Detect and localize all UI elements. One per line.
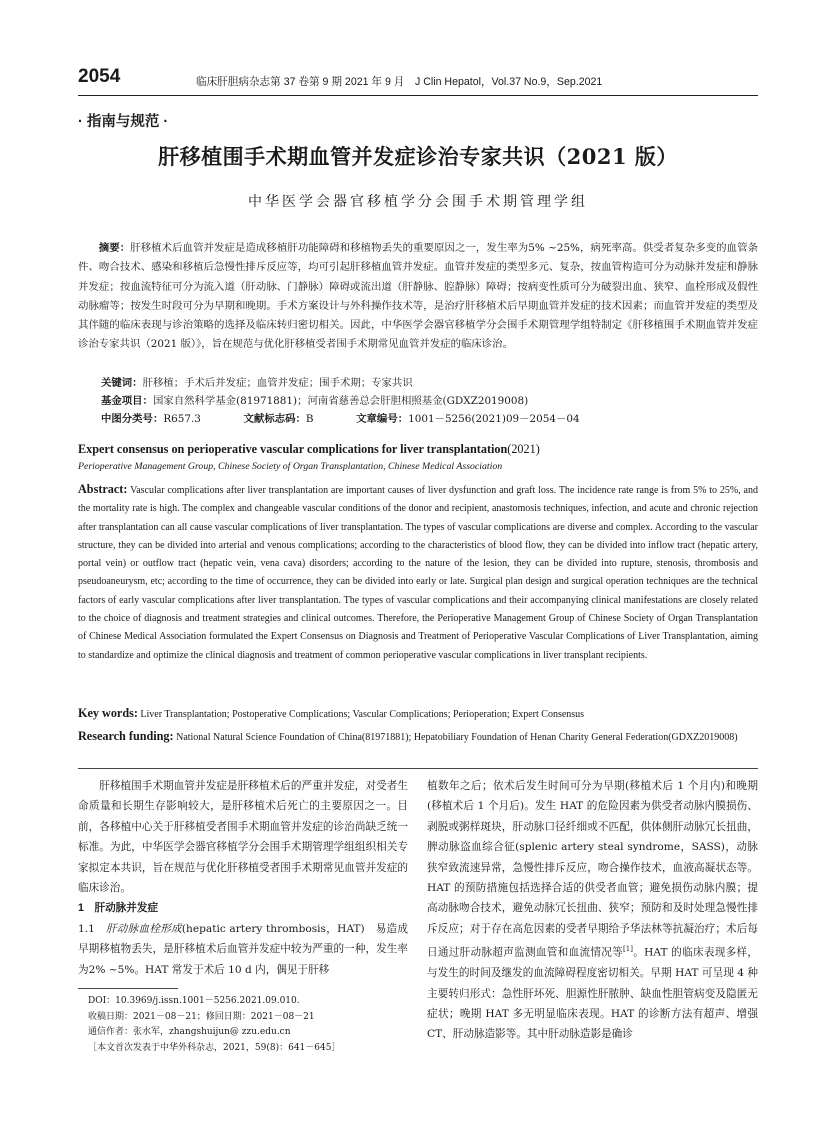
en-keywords-text: Liver Transplantation; Postoperative Complications; Vascular Complications; Perioperation; Expert Consensus [140, 709, 585, 720]
en-funding [78, 727, 758, 747]
page-header [78, 66, 758, 96]
heading-1: 1 肝动脉并发症 [78, 902, 159, 915]
keywords-cn [101, 374, 413, 389]
source-note: ［本文首次发表于中华外科杂志，2021，59(8)：641－645］ [88, 1042, 341, 1053]
funding-cn [101, 392, 528, 407]
section-tag: · 指南与规范 · [78, 114, 169, 130]
section-divider [78, 768, 758, 769]
footnote-rule [78, 988, 178, 989]
en-title [78, 442, 540, 457]
journal-info: 临床肝胆病杂志第 37 卷第 9 期 2021 年 9 月 J Clin Hepatol，Vol.37 No.9，Sep.2021 [196, 76, 603, 88]
right-paragraph [427, 776, 758, 1045]
body-column-left [78, 776, 408, 980]
heading-1-1-title: 肝动脉血栓形成 [105, 922, 182, 935]
abstract-cn-label: 摘要： [98, 243, 131, 254]
heading-1-1-number: 1.1 [78, 922, 106, 935]
article-no-value: 1001－5256(2021)09－2054－04 [408, 413, 580, 425]
intro-paragraph: 肝移植围手术期血管并发症是肝移植术后的严重并发症，对受者生命质量和长期生存影响较大，是肝移植术后死亡的主要原因之一。目前，各移植中心关于肝移植受者围手术期血管并发症的诊治尚缺乏统一标准。为此，中华医学会器官移植学分会围手术期管理学组组织相关专家拟定本共识，旨在规范与优化肝移植受者围手术期常见血管并发症的临床诊治。 [78, 780, 408, 895]
doc-code-value: B [305, 413, 314, 425]
abstract-cn-text: 肝移植术后血管并发症是造成移植肝功能障碍和移植物丢失的重要原因之一，发生率为5% ~25%，病死率高。供受者复杂多变的血管条件、吻合技术、感染和移植后急慢性排斥反应等，均可引起肝移植血管并发症。血管并发症的类型多元、复杂，按血管构造可分为动脉并发症和静脉并发症；按血流特征可分为流入道（肝动脉、门静脉）障碍或流出道（肝静脉、腔静脉）障碍；按病变性质可分为破裂出血、狭窄、血栓形成及假性动脉瘤等；按发生时段可分为早期和晚期。手术方案设计与外科操作技术等，是治疗肝移植术后早期血管并发症的技术因素；而血管并发症的类型及其伴随的临床表现与诊治策略的选择及临床转归密切相关。因此，中华医学会器官移植学分会围手术期管理学组特制定《肝移植围手术期血管并发症诊治专家共识（2021 版）》，旨在规范与优化肝移植受者围手术期常见血管并发症的临床诊治。 [78, 242, 759, 351]
page-number: 2054 [78, 66, 121, 87]
right-text-2: 。HAT 的临床表现多样，与发生的时间及继发的血流障碍程度密切相关。早期 HAT 可呈现 4 种主要转归形式：急性肝坏死、胆源性肝脓肿、缺血性胆管病变及隐匿无症状；晚期 HAT 多无明显临床表现。HAT 的诊断方法有超声、增强 CT、肝动脉造影等。其中肝动脉造影是确诊 [427, 946, 759, 1041]
en-keywords-label: Key words: [78, 706, 138, 720]
en-abstract-text: Vascular complications after liver transplantation are important causes of liver dysfunction and graft loss. The incidence rate range is from 5% to 25%, and the mortality rate is high. The complex and changeable vascular conditions of the donor and recipient, anastomosis techniques, infection, and acute and chronic rejection after transplantation can all cause vascular complications of liver transplantation. The types of vascular complications are diverse and complex. According to the vascular structure, they can be divided into arterial and venous complications; according to the characteristics of blood flow, they can be divided into inflow tract (hepatic artery, portal vein) or outflow tract (hepatic vein, vena cava) disorders; according to the nature of the lesion, they can be divided into rupture, stenosis, thrombosis and pseudoaneurysm, etc; according to the time of occurrence, they can be divided into early or late. Surgical plan design and surgical operation techniques are the technical factors of early vascular complications after liver transplantation. The types of vascular complications and their accompanying clinical manifestations are closely related to the choice of diagnosis and treatment strategies and clinical outcomes. Therefore, the Perioperative Management Group of Chinese Society of Organ Transplantation of Chinese Medical Association formulated the Expert Consensus on Diagnosis and Treatment of Perioperative Vascular Complications of Liver Transplantation, aiming to standardize and optimize the clinical diagnosis and treatment of common perioperative vascular complications in liver transplant recipients. [78, 485, 758, 661]
doi: DOI：10.3969/j.issn.1001－5256.2021.09.010. [88, 996, 300, 1006]
keywords-cn-label: 关键词： [101, 378, 143, 389]
body-column-right [427, 776, 758, 1045]
footnotes [88, 994, 408, 1056]
funding-cn-text: 国家自然科学基金(81971881)；河南省慈善总会肝胆相照基金(GDXZ2019008) [152, 395, 529, 407]
header-rule [78, 95, 758, 96]
corresponding-author: 通信作者：张水军，zhangshuijun@ zzu.edu.cn [88, 1027, 291, 1038]
clc-value: R657.3 [163, 413, 201, 425]
classification-line [101, 410, 580, 425]
article-title: 肝移植围手术期血管并发症诊治专家共识（2021 版） [158, 144, 678, 169]
en-funding-label: Research funding: [78, 729, 174, 743]
heading-1-1-text: (hepatic artery thrombosis，HAT) 易造成早期移植物丢失，是肝移植术后血管并发症中较为严重的一种，发生率为2% ~5%。HAT 常发于术后 10 d 内，偶见于肝移 [78, 922, 408, 976]
en-funding-text: National Natural Science Foundation of China(81971881); Hepatobiliary Foundation of Henan Charity General Federation(GDXZ2019008) [176, 732, 738, 743]
article-no-label: 文章编号： [356, 414, 409, 425]
en-authors: Perioperative Management Group, Chinese Society of Organ Transplantation, Chinese Medical Association [78, 461, 503, 472]
reference-1[interactable]: [1] [623, 945, 633, 954]
received-dates: 收稿日期：2021－08－21；修回日期：2021－08－21 [88, 1011, 315, 1022]
funding-cn-label: 基金项目： [101, 396, 153, 407]
heading-1-1 [78, 919, 408, 980]
en-abstract [78, 480, 758, 665]
doc-code-label: 文献标志码： [243, 414, 306, 425]
right-text: 植数年之后；依术后发生时间可分为早期(移植术后 1 个月内)和晚期(移植术后 1 个月后)。发生 HAT 的危险因素为供受者动脉内膜损伤、剥脱或粥样斑块，肝动脉口径纤细或不匹配，供体侧肝动脉冗长扭曲，脾动脉盗血综合征(splenic artery steal syndrome，SASS)，动脉狭窄致流速异常，急慢性排斥反应，吻合操作技术，血液高凝状态等。HAT 的预防措施包括选择合适的供受者血管；避免损伤动脉内膜；提高动脉吻合技术，避免动脉冗长扭曲、狭窄；预防和及时处理急慢性排斥反应；对于存在高危因素的受者早期给予华法林等抗凝治疗；术后每日通过肝动脉超声监测血管和血流情况等 [427, 780, 758, 959]
en-title-text: Expert consensus on perioperative vascular complications for liver transplantation [78, 442, 508, 456]
en-title-year: (2021) [507, 442, 540, 456]
clc-label: 中图分类号： [101, 414, 164, 425]
article-authors: 中华医学会器官移植学分会围手术期管理学组 [248, 194, 588, 210]
keywords-cn-text: 肝移植；手术后并发症；血管并发症；围手术期；专家共识 [142, 377, 413, 389]
en-keywords [78, 706, 584, 721]
abstract-cn [78, 239, 758, 355]
en-abstract-label: Abstract: [78, 482, 128, 496]
